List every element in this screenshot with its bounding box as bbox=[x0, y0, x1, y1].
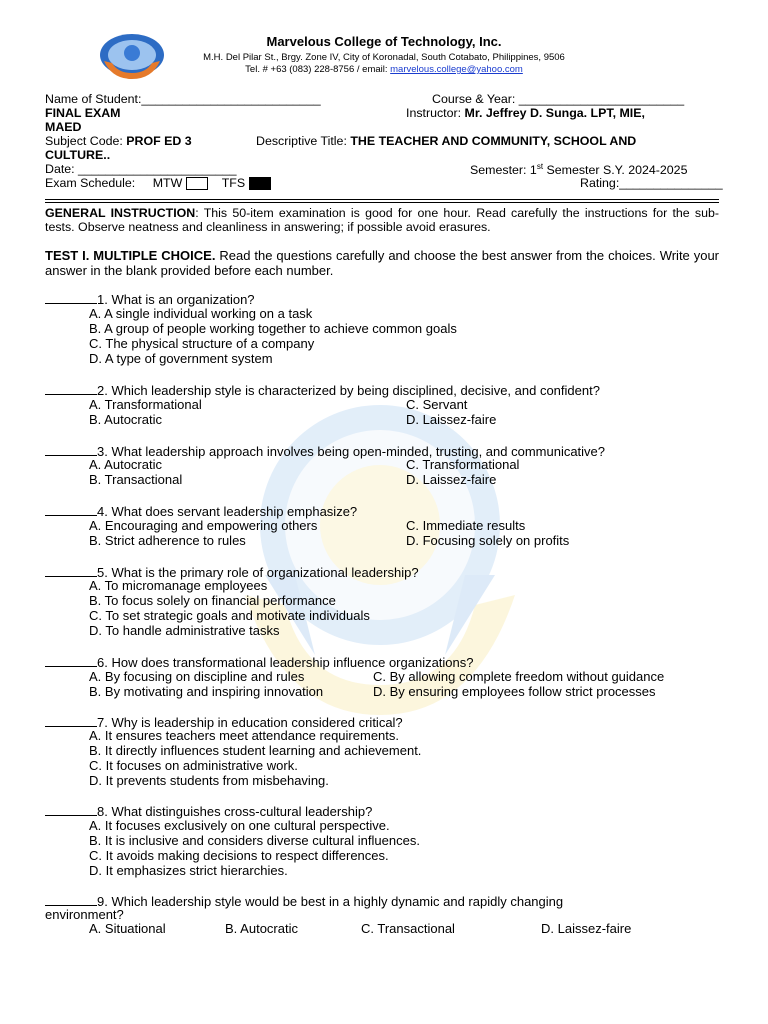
subject-code: PROF ED 3 bbox=[126, 134, 192, 148]
option: D. A type of government system bbox=[89, 351, 273, 366]
option: A. It focuses exclusively on one cultural perspective. bbox=[89, 818, 390, 833]
contact-prefix: Tel. # +63 (083) 228-8756 / email: bbox=[245, 64, 391, 75]
option: A. By focusing on discipline and rules bbox=[89, 669, 305, 684]
answer-blank[interactable] bbox=[45, 893, 97, 906]
option: D. To handle administrative tasks bbox=[89, 623, 280, 638]
option: D. By ensuring employees follow strict processes bbox=[373, 684, 656, 699]
question-number: 3. bbox=[97, 444, 108, 459]
descriptive-title-label: Descriptive Title: bbox=[256, 134, 351, 148]
option: B. By motivating and inspiring innovation bbox=[89, 684, 324, 699]
question-number: 8. bbox=[97, 804, 108, 819]
email-link[interactable]: marvelous.college@yahoo.com bbox=[390, 64, 523, 75]
question-text: How does transformational leadership influence organizations? bbox=[107, 655, 474, 670]
option: D. Laissez-faire bbox=[406, 412, 497, 427]
option: B. It is inclusive and considers diverse cultural influences. bbox=[89, 833, 420, 848]
exam-schedule bbox=[45, 176, 271, 190]
semester-sup: st bbox=[536, 162, 544, 171]
question-6 bbox=[45, 654, 474, 670]
option: C. It focuses on administrative work. bbox=[89, 758, 298, 773]
question-number: 7. bbox=[97, 715, 108, 730]
question-number: 9. bbox=[97, 894, 108, 909]
mtw-checkbox[interactable] bbox=[186, 177, 208, 190]
instructor-label: Instructor: bbox=[406, 106, 462, 120]
descriptive-title-cont: CULTURE.. bbox=[45, 148, 111, 162]
question-text: What leadership approach involves being open-minded, trusting, and communicative? bbox=[107, 444, 606, 459]
option: D. It prevents students from misbehaving. bbox=[89, 773, 329, 788]
answer-blank[interactable] bbox=[45, 654, 97, 667]
general-instruction-text: : This 50-item examination is good for one hour. Read carefully the instructions for the sub-tests. Observe neatness and cleanliness in answering; if possible avoid erasures. bbox=[45, 206, 719, 234]
option: A. To micromanage employees bbox=[89, 578, 268, 593]
option: C. Servant bbox=[406, 397, 468, 412]
subject-line bbox=[45, 134, 192, 148]
option: D. It emphasizes strict hierarchies. bbox=[89, 863, 288, 878]
question-text: Why is leadership in education considered critical? bbox=[107, 715, 403, 730]
instructor-line bbox=[406, 106, 645, 120]
option: D. Focusing solely on profits bbox=[406, 533, 570, 548]
general-instruction bbox=[45, 206, 719, 234]
semester-suffix: Semester S.Y. 2024-2025 bbox=[543, 163, 688, 178]
answer-blank[interactable] bbox=[45, 291, 97, 304]
exam-schedule-label: Exam Schedule: bbox=[45, 176, 136, 190]
rating-field[interactable]: Rating:_______________ bbox=[580, 176, 723, 190]
option: C. Transformational bbox=[406, 457, 520, 472]
option: B. A group of people working together to achieve common goals bbox=[89, 321, 457, 336]
divider-top bbox=[45, 199, 719, 200]
mtw-label: MTW bbox=[152, 176, 183, 190]
school-name: Marvelous College of Technology, Inc. bbox=[266, 34, 502, 49]
answer-blank[interactable] bbox=[45, 803, 97, 816]
option: C. To set strategic goals and motivate individuals bbox=[89, 608, 370, 623]
option: B. Transactional bbox=[89, 472, 183, 487]
answer-blank[interactable] bbox=[45, 564, 97, 577]
instructor-name: Mr. Jeffrey D. Sunga. LPT, MIE, bbox=[464, 106, 645, 120]
tfs-checkbox[interactable] bbox=[249, 177, 271, 190]
answer-blank[interactable] bbox=[45, 714, 97, 727]
question-number: 1. bbox=[97, 292, 108, 307]
test-instructions bbox=[45, 248, 719, 278]
question-text-cont: environment? bbox=[45, 907, 124, 922]
option: C. By allowing complete freedom without guidance bbox=[373, 669, 665, 684]
option: A. Autocratic bbox=[89, 457, 162, 472]
option: B. Autocratic bbox=[225, 921, 298, 936]
instructor-degree: MAED bbox=[45, 120, 82, 134]
general-instruction-label: GENERAL INSTRUCTION bbox=[45, 206, 196, 220]
question-1 bbox=[45, 291, 255, 307]
option: A. Encouraging and empowering others bbox=[89, 518, 318, 533]
semester-line bbox=[470, 162, 687, 177]
student-name-field[interactable]: Name of Student:__________________________ bbox=[45, 92, 321, 106]
option: A. Situational bbox=[89, 921, 166, 936]
test-text: Read the questions carefully and choose the best answer from the choices. Write your answer in the blank provided before each number. bbox=[45, 248, 720, 278]
answer-blank[interactable] bbox=[45, 503, 97, 516]
option: A. It ensures teachers meet attendance requirements. bbox=[89, 728, 400, 743]
question-text: What does servant leadership emphasize? bbox=[107, 504, 358, 519]
question-8 bbox=[45, 803, 372, 819]
school-address: M.H. Del Pilar St., Brgy. Zone IV, City of Koronadal, South Cotabato, Philippines, 9506 bbox=[203, 52, 565, 63]
question-4 bbox=[45, 503, 357, 519]
option: B. It directly influences student learning and achievement. bbox=[89, 743, 422, 758]
question-text: What is the primary role of organizational leadership? bbox=[107, 565, 419, 580]
question-number: 2. bbox=[97, 383, 108, 398]
school-contact bbox=[0, 64, 768, 75]
option: C. The physical structure of a company bbox=[89, 336, 315, 351]
descriptive-title-line bbox=[256, 134, 636, 148]
subject-code-label: Subject Code: bbox=[45, 134, 127, 148]
question-text: Which leadership style would be best in a highly dynamic and rapidly changing bbox=[107, 894, 564, 909]
option: A. Transformational bbox=[89, 397, 202, 412]
divider-bottom bbox=[45, 202, 719, 203]
question-text: What is an organization? bbox=[107, 292, 255, 307]
question-number: 5. bbox=[97, 565, 108, 580]
option: B. Strict adherence to rules bbox=[89, 533, 246, 548]
option: D. Laissez-faire bbox=[406, 472, 497, 487]
exam-type: FINAL EXAM bbox=[45, 106, 121, 120]
option: C. Immediate results bbox=[406, 518, 526, 533]
course-year-field[interactable]: Course & Year: ________________________ bbox=[432, 92, 685, 106]
option: B. Autocratic bbox=[89, 412, 162, 427]
test-label: TEST I. MULTIPLE CHOICE. bbox=[45, 248, 216, 263]
semester-prefix: Semester: 1 bbox=[470, 163, 537, 178]
question-2 bbox=[45, 382, 600, 398]
question-text: What distinguishes cross-cultural leadership? bbox=[107, 804, 373, 819]
option: A. A single individual working on a task bbox=[89, 306, 313, 321]
option: C. Transactional bbox=[361, 921, 455, 936]
question-number: 4. bbox=[97, 504, 108, 519]
date-field[interactable]: Date: _______________________ bbox=[45, 162, 237, 176]
answer-blank[interactable] bbox=[45, 382, 97, 395]
answer-blank[interactable] bbox=[45, 443, 97, 456]
descriptive-title: THE TEACHER AND COMMUNITY, SCHOOL AND bbox=[350, 134, 637, 148]
tfs-label: TFS bbox=[221, 176, 246, 190]
question-text: Which leadership style is characterized by being disciplined, decisive, and confident? bbox=[107, 383, 600, 398]
question-number: 6. bbox=[97, 655, 108, 670]
option: D. Laissez-faire bbox=[541, 921, 632, 936]
option: C. It avoids making decisions to respect differences. bbox=[89, 848, 389, 863]
option: B. To focus solely on financial performance bbox=[89, 593, 336, 608]
